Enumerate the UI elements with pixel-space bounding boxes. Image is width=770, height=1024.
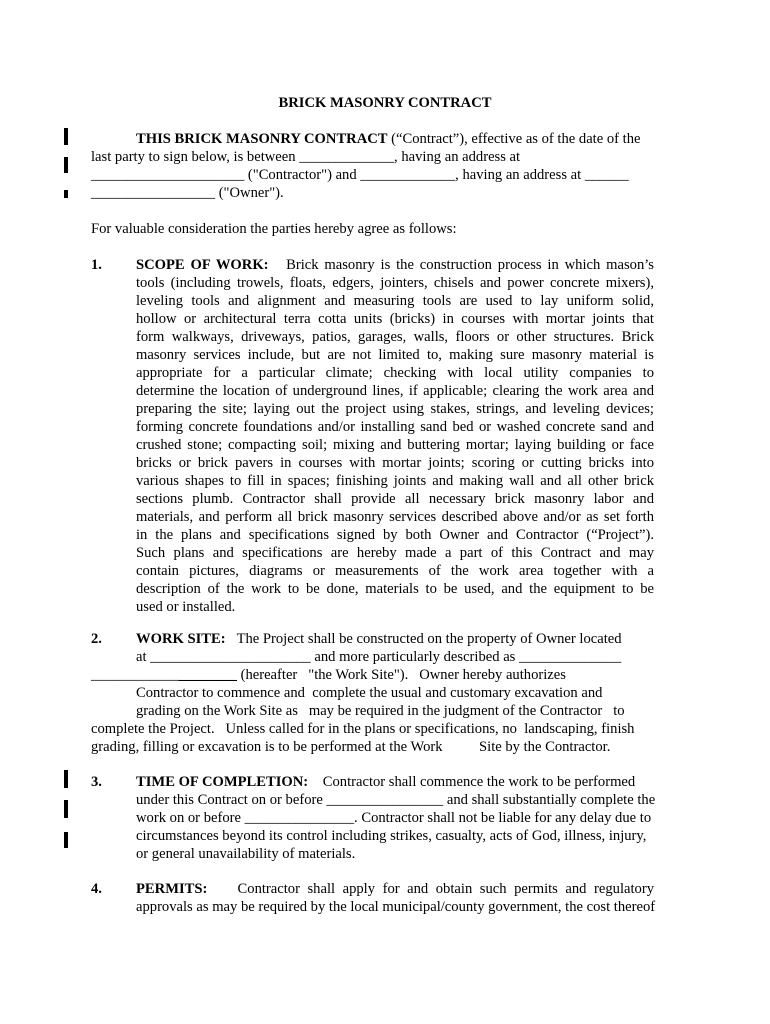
section-heading: SCOPE OF WORK: <box>136 257 269 273</box>
s2-line: grading on the Work Site as may be required in the judgment of the Contractor to <box>136 703 625 719</box>
s1-line: crushed stone; compacting soil; mixing and buttering mortar; laying building or face <box>136 437 654 453</box>
s3-line: circumstances beyond its control including strikes, casualty, acts of God, illness, injury, <box>136 828 647 844</box>
s1-line: preparing the site; laying out the project using stakes, strings, and leveling devices; <box>136 401 654 417</box>
s1-line: masonry services include, but are not limited to, making sure masonry material is <box>136 347 654 363</box>
intro-line-2: last party to sign below, is between _____________, having an address at <box>91 149 521 165</box>
s1-line: hollow or architectural terra cotta units (bricks) in courses with mortar joints that <box>136 311 654 327</box>
s1-line: bricks or brick pavers in courses with mortar joints; scoring or cutting bricks into <box>136 455 654 471</box>
s3-line: under this Contract on or before ________________ and shall substantially complete the <box>136 792 656 808</box>
s1-line: determine the location of underground lines, if applicable; clearing the work area and <box>136 383 654 399</box>
section-heading: PERMITS: <box>136 881 208 897</box>
s1-line: various shapes to fill in spaces; finishing joints and making wall and all other brick <box>136 473 654 489</box>
s2-line: WORK SITE: The Project shall be constructed on the property of Owner located <box>136 631 622 647</box>
s2-line: grading, filling or excavation is to be performed at the Work Site by the Contractor. <box>91 739 611 755</box>
s1-line: in the plans and specifications signed by both Owner and Contractor (“Project”). <box>136 527 654 543</box>
change-bar <box>64 157 68 173</box>
intro-lead: THIS BRICK MASONRY CONTRACT <box>136 131 388 147</box>
change-bar <box>64 770 68 788</box>
s1-line: Such plans and specifications are hereby made a part of this Contract and may <box>136 545 654 561</box>
section-number: 3. <box>91 774 102 790</box>
change-bar <box>64 190 68 198</box>
change-bar <box>64 800 68 818</box>
section-number: 2. <box>91 631 102 647</box>
section-number: 4. <box>91 881 102 897</box>
s1-line: used or installed. <box>136 599 236 615</box>
s3-line: or general unavailability of materials. <box>136 846 356 862</box>
s1-line: SCOPE OF WORK: Brick masonry is the construction process in which mason’s <box>136 257 654 273</box>
s2-line: ____________________ (hereafter "the Work Site"). Owner hereby authorizes <box>91 667 566 683</box>
change-bar <box>64 128 68 145</box>
section-number: 1. <box>91 257 102 273</box>
change-bar <box>64 832 68 848</box>
s1-line: forming concrete foundations and/or installing sand bed or washed concrete sand and <box>136 419 654 435</box>
s2-line: complete the Project. Unless called for in the plans or specifications, no landscaping, finish <box>91 721 635 737</box>
s1-line: sections plumb. Contractor shall provide all necessary brick masonry labor and <box>136 491 654 507</box>
intro-line-1: THIS BRICK MASONRY CONTRACT (“Contract”), effective as of the date of the <box>136 131 641 147</box>
document-title: BRICK MASONRY CONTRACT <box>278 95 492 111</box>
s1-line: appropriate for a particular climate; checking with local utility companies to <box>136 365 654 381</box>
section-heading: TIME OF COMPLETION: <box>136 774 309 790</box>
s1-line: materials, and perform all brick masonry services described above and/or as set forth <box>136 509 654 525</box>
s4-line: approvals as may be required by the local municipal/county government, the cost thereof <box>136 899 656 915</box>
s1-line: form walkways, driveways, patios, garages, walls, floors or other structures. Brick <box>136 329 654 345</box>
s1-line: leveling tools and alignment and measuring tools are used to lay uniform solid, <box>136 293 654 309</box>
s4-line: PERMITS: Contractor shall apply for and obtain such permits and regulatory <box>136 881 654 897</box>
section-heading: WORK SITE: <box>136 631 226 647</box>
intro-line-4: _________________ ("Owner"). <box>91 185 284 201</box>
consideration-line: For valuable consideration the parties hereby agree as follows: <box>91 221 457 237</box>
intro-line-3: _____________________ ("Contractor") and _____________, having an address at ______ <box>91 167 629 183</box>
s2-line: Contractor to commence and complete the usual and customary excavation and <box>136 685 603 701</box>
s3-line: TIME OF COMPLETION: Contractor shall commence the work to be performed <box>136 774 636 790</box>
s2-line: at ______________________ and more particularly described as ______________ <box>136 649 622 665</box>
s1-line: contain pictures, diagrams or measurements of the work area together with a <box>136 563 654 579</box>
s1-line: tools (including trowels, floats, edgers, jointers, chisels and power concrete mixers), <box>136 275 654 291</box>
s1-line: description of the work to be done, materials to be used, and the equipment to be <box>136 581 654 597</box>
s3-line: work on or before _______________. Contractor shall not be liable for any delay due to <box>136 810 652 826</box>
